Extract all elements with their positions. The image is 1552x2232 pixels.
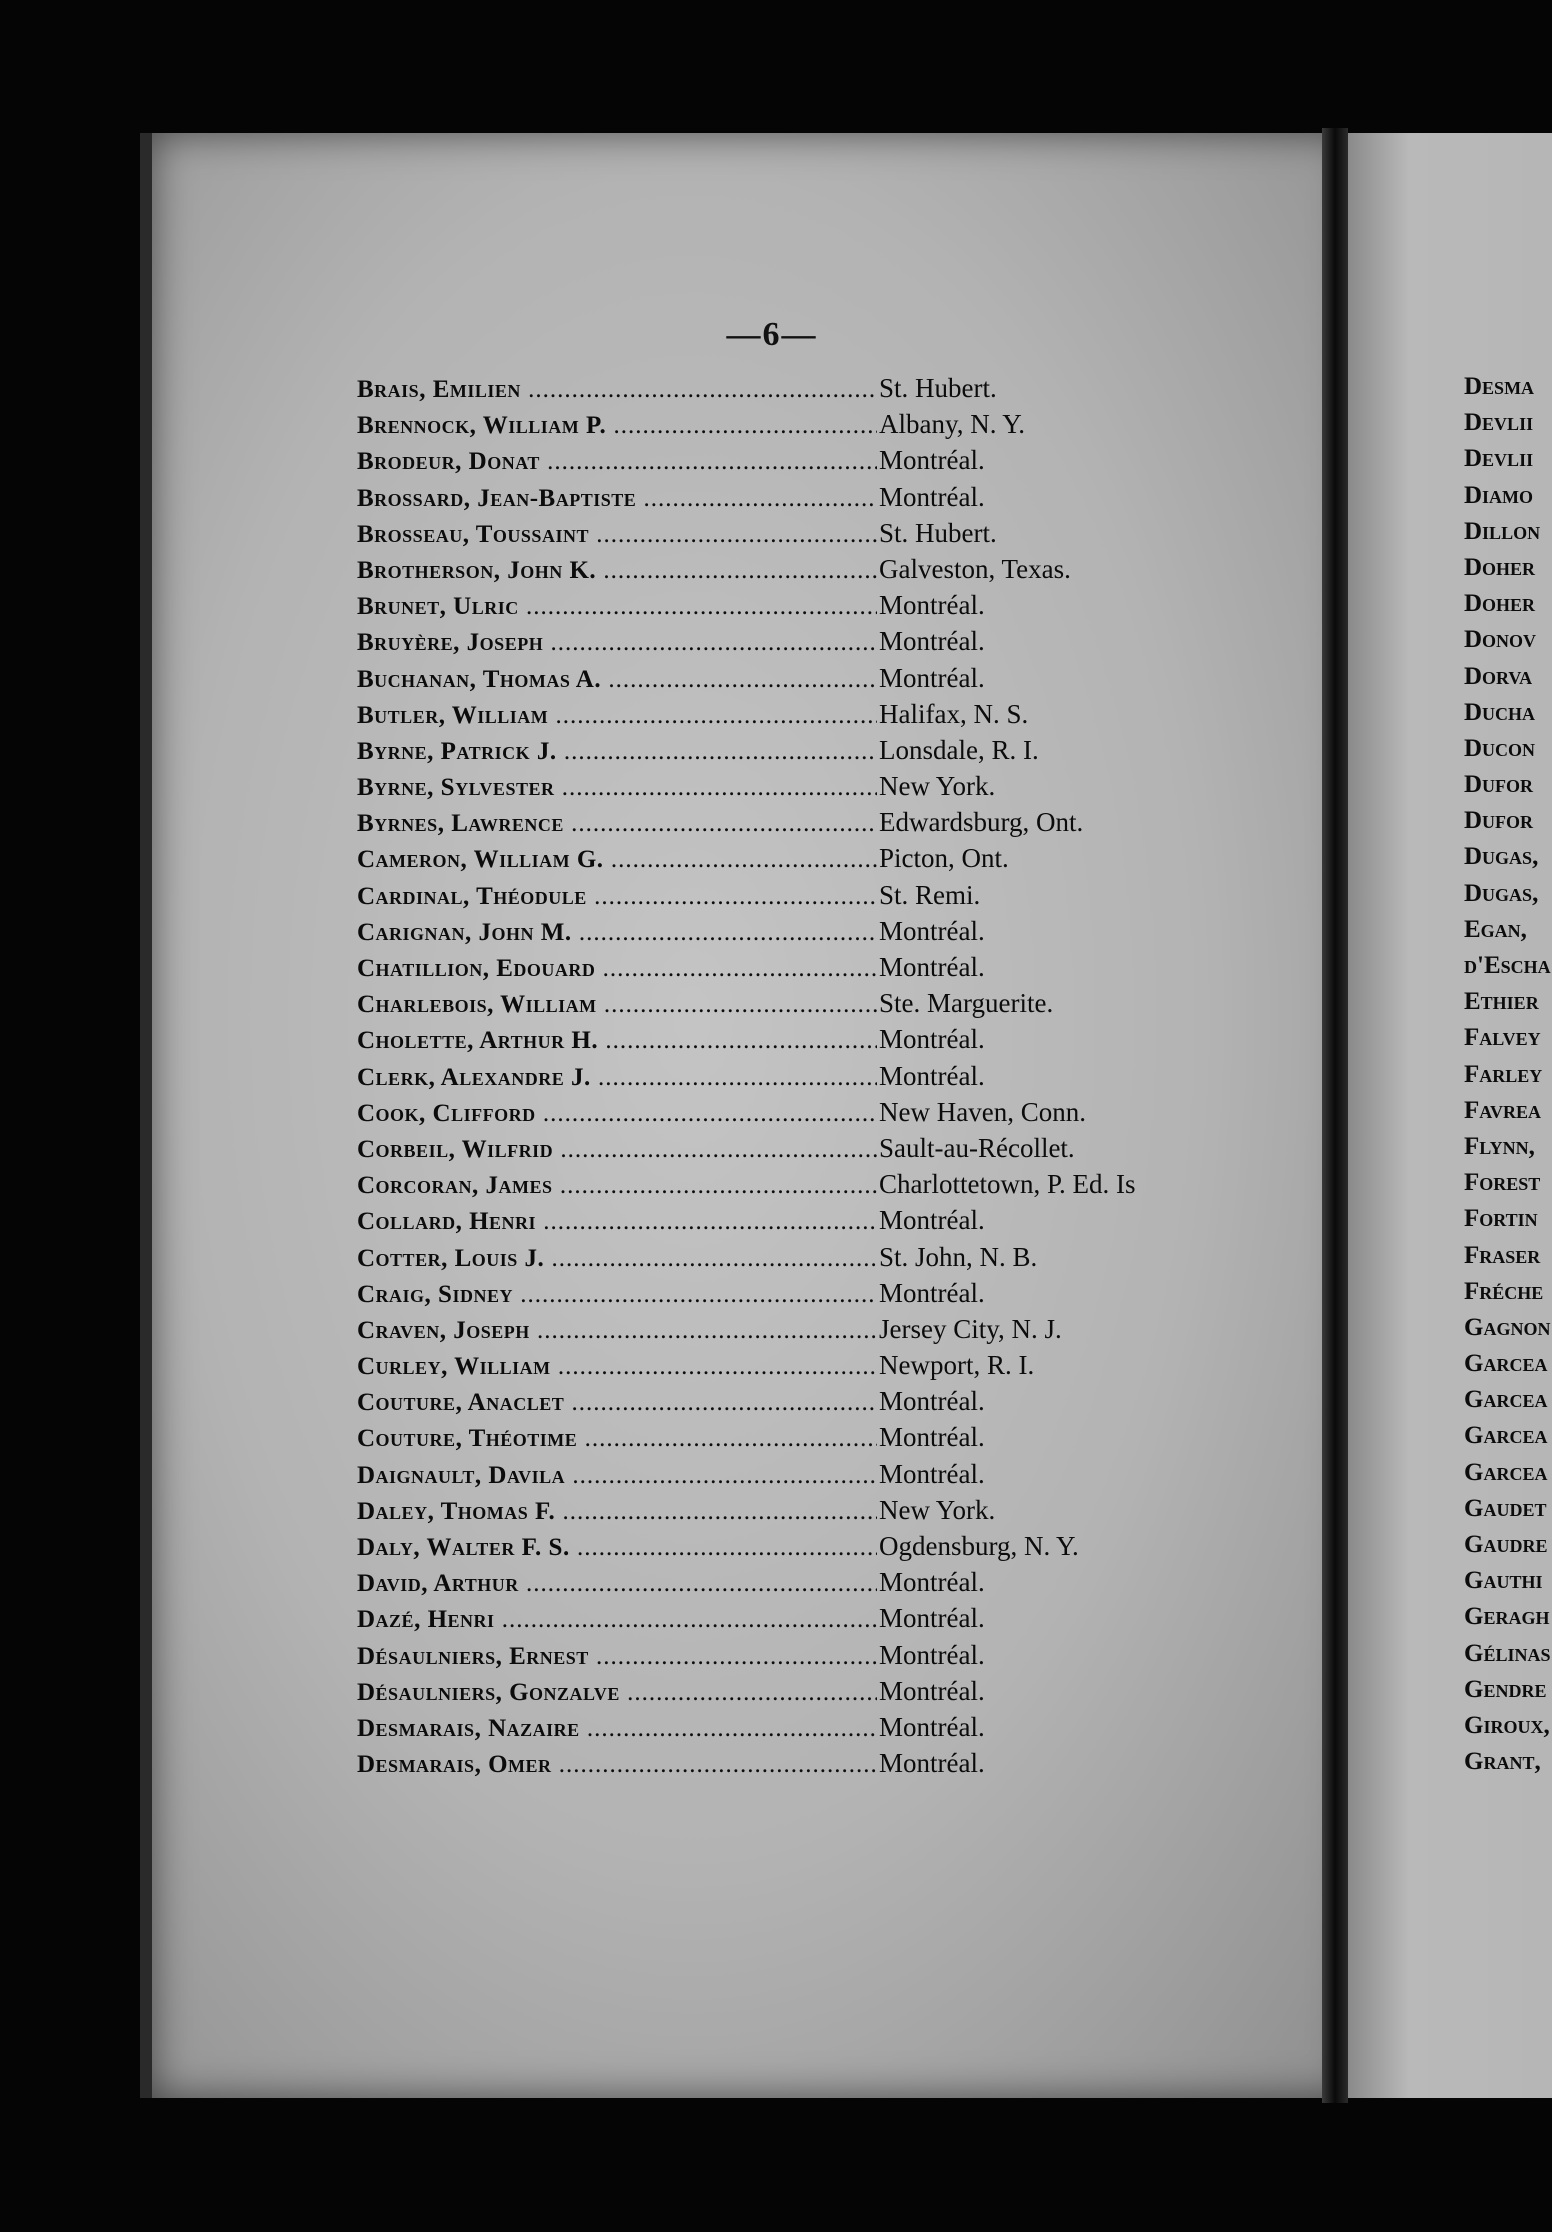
- entry-place: Ste. Marguerite.: [879, 988, 1054, 1019]
- list-item: [357, 1459, 1347, 1495]
- right-page-entry-fragment: Fraser: [1464, 1241, 1541, 1269]
- list-item: [357, 554, 1347, 590]
- entry-place: Newport, R. I.: [879, 1350, 1035, 1381]
- entry-place: Montréal.: [879, 1603, 985, 1634]
- list-item: [357, 409, 1347, 445]
- entry-name: Buchanan, Thomas A. .....: [357, 666, 877, 694]
- right-page-entry-fragment: Dugas,: [1464, 879, 1539, 907]
- entry-name: Cardinal, Théodule .....: [357, 883, 877, 911]
- list-item: [357, 1495, 1347, 1531]
- right-page-entry-fragment: Ducon: [1464, 734, 1536, 762]
- entry-place: Edwardsburg, Ont.: [879, 807, 1084, 838]
- right-page-entry-fragment: Gagnon: [1464, 1313, 1551, 1341]
- right-page-entry-fragment: Desma: [1464, 373, 1535, 400]
- right-page-entry-fragment: Farley: [1464, 1060, 1543, 1088]
- entry-place: Lonsdale, R. I.: [879, 734, 1039, 765]
- entry-name: David, Arthur .....: [357, 1570, 877, 1598]
- entry-place: Montréal.: [879, 626, 985, 657]
- entry-place: Montréal.: [879, 1675, 985, 1706]
- list-item: [357, 1133, 1347, 1169]
- book-gutter: [1322, 128, 1348, 2103]
- entry-place: St. John, N. B.: [879, 1241, 1038, 1272]
- entry-place: St. Hubert.: [879, 373, 997, 403]
- entry-place: Montréal.: [879, 1711, 985, 1742]
- entry-name: Cameron, William G. .....: [357, 846, 877, 874]
- list-item: [357, 735, 1347, 771]
- right-page-entry-fragment: Gendre: [1464, 1675, 1547, 1703]
- right-page-entry-fragment: Dorva: [1464, 662, 1533, 690]
- list-item: [357, 1567, 1347, 1603]
- right-page-entry-fragment: Gélinas: [1464, 1639, 1551, 1667]
- right-page-entry-fragment: Gauthi: [1464, 1567, 1543, 1595]
- right-page-entry-fragment: Flynn,: [1464, 1132, 1535, 1160]
- right-page-entry-fragment: Geragh: [1464, 1603, 1550, 1631]
- entry-name: Brossard, Jean-Baptiste .....: [357, 485, 877, 513]
- entry-name: Désaulniers, Gonzalve .....: [357, 1679, 877, 1707]
- entry-name: Brunet, Ulric .....: [357, 593, 877, 621]
- entry-name: Charlebois, William .....: [357, 991, 877, 1019]
- entry-name: Couture, Anaclet .....: [357, 1389, 877, 1417]
- entry-name: Craven, Joseph .....: [357, 1317, 877, 1345]
- list-item: [357, 1169, 1347, 1205]
- list-item: [357, 1386, 1347, 1422]
- entry-place: New York.: [879, 1494, 996, 1525]
- entry-name: Desmarais, Nazaire .....: [357, 1715, 877, 1743]
- page-number: —6—: [726, 316, 818, 353]
- entry-name: Butler, William .....: [357, 702, 877, 730]
- entry-place: St. Remi.: [879, 879, 981, 910]
- right-page-entry-fragment: Gaudre: [1464, 1531, 1548, 1558]
- right-page-entry-fragment: Garcea: [1464, 1350, 1548, 1378]
- entry-name: Curley, William .....: [357, 1353, 877, 1381]
- entry-name: Collard, Henri .....: [357, 1208, 877, 1236]
- entry-name: Corcoran, James .....: [357, 1172, 877, 1200]
- entry-name: Daignault, Davila .....: [357, 1462, 877, 1490]
- list-item: [357, 482, 1347, 518]
- list-item: [357, 1603, 1347, 1639]
- entry-name: Carignan, John M. .....: [357, 919, 877, 947]
- entry-name: Chatillion, Edouard .....: [357, 955, 877, 983]
- list-item: [357, 1422, 1347, 1458]
- list-item: [357, 1242, 1347, 1278]
- list-item: [357, 1640, 1347, 1676]
- entry-place: Montréal.: [879, 481, 985, 512]
- entry-place: New York.: [879, 771, 996, 802]
- entry-place: Albany, N. Y.: [879, 409, 1025, 440]
- entry-place: Halifax, N. S.: [879, 698, 1029, 729]
- right-page-entry-fragment: Grant,: [1464, 1748, 1541, 1776]
- entry-place: Charlottetown, P. Ed. Is: [879, 1169, 1136, 1200]
- entry-place: New Haven, Conn.: [879, 1096, 1086, 1127]
- list-item: [357, 952, 1347, 988]
- entry-place: Montréal.: [879, 1458, 985, 1489]
- entry-name: Desmarais, Omer .....: [357, 1751, 877, 1779]
- list-item: [357, 1676, 1347, 1712]
- entry-place: Montréal.: [879, 1024, 985, 1055]
- right-page-entry-fragment: Garcea: [1464, 1386, 1548, 1414]
- entry-name: Brosseau, Toussaint .....: [357, 521, 877, 549]
- entry-place: Sault-au-Récollet.: [879, 1132, 1075, 1163]
- list-item: [357, 1278, 1347, 1314]
- entry-list: [357, 373, 1347, 1784]
- right-page-entry-fragment: Garcea: [1464, 1422, 1548, 1450]
- list-item: [357, 626, 1347, 662]
- right-page-entry-fragment: Giroux,: [1464, 1711, 1550, 1739]
- left-page: [140, 133, 1352, 2098]
- entry-place: Ogdensburg, N. Y.: [879, 1531, 1079, 1561]
- right-page-entry-fragment: Forest: [1464, 1169, 1541, 1197]
- entry-name: Dazé, Henri .....: [357, 1606, 877, 1634]
- entry-name: Désaulniers, Ernest .....: [357, 1643, 877, 1671]
- entry-place: Montréal.: [879, 1422, 985, 1453]
- entry-name: Byrne, Patrick J. .....: [357, 738, 877, 766]
- right-page-entry-fragment: Dugas,: [1464, 843, 1539, 871]
- list-item: [357, 1712, 1347, 1748]
- entry-place: Montréal.: [879, 915, 985, 946]
- list-item: [357, 518, 1347, 554]
- list-item: [357, 663, 1347, 699]
- entry-place: Montréal.: [879, 1060, 985, 1091]
- right-page-entry-fragment: Gaudet: [1464, 1494, 1547, 1522]
- list-item: [357, 1061, 1347, 1097]
- entry-place: Montréal.: [879, 445, 985, 476]
- right-page-entry-fragment: Diamo: [1464, 481, 1534, 509]
- entry-place: Picton, Ont.: [879, 843, 1009, 874]
- list-item: [357, 1314, 1347, 1350]
- list-item: [357, 988, 1347, 1024]
- entry-place: Montréal.: [879, 1639, 985, 1670]
- entry-place: Montréal.: [879, 1748, 985, 1779]
- entry-place: Montréal.: [879, 1277, 985, 1308]
- entry-name: Byrne, Sylvester .....: [357, 774, 877, 802]
- list-item: [357, 880, 1347, 916]
- entry-name: Bruyère, Joseph .....: [357, 629, 877, 657]
- list-item: [357, 807, 1347, 843]
- entry-place: Jersey City, N. J.: [879, 1313, 1062, 1344]
- entry-place: Montréal.: [879, 662, 985, 693]
- entry-name: Cholette, Arthur H. .....: [357, 1027, 877, 1055]
- list-item: [357, 590, 1347, 626]
- list-item: [357, 1205, 1347, 1241]
- right-page-entry-fragment: Dufor: [1464, 807, 1534, 835]
- right-page-entry-fragment: Doher: [1464, 553, 1536, 581]
- right-page-entry-fragment: d'Escha: [1464, 952, 1551, 979]
- entry-name: Daly, Walter F. S. .....: [357, 1534, 877, 1562]
- list-item: [357, 1531, 1347, 1567]
- entry-place: Montréal.: [879, 1567, 985, 1598]
- right-page-entry-fragment: Egan,: [1464, 915, 1527, 943]
- entry-name: Cotter, Louis J. .....: [357, 1245, 877, 1273]
- entry-place: St. Hubert.: [879, 517, 997, 548]
- entry-name: Craig, Sidney .....: [357, 1281, 877, 1309]
- entry-name: Clerk, Alexandre J. .....: [357, 1064, 877, 1092]
- list-item: [357, 1024, 1347, 1060]
- right-page-entry-fragment: Devlii: [1464, 409, 1534, 437]
- right-page-entry-fragment: Favrea: [1464, 1096, 1541, 1124]
- list-item: [357, 771, 1347, 807]
- right-page-entry-fragment: Ethier: [1464, 988, 1539, 1016]
- entry-name: Brotherson, John K. .....: [357, 557, 877, 585]
- entry-name: Brais, Emilien .....: [357, 376, 877, 404]
- right-page-entry-fragment: Dillon: [1464, 517, 1541, 545]
- right-page-entry-fragment: Ducha: [1464, 698, 1536, 726]
- list-item: [357, 445, 1347, 481]
- entry-name: Brennock, William P. .....: [357, 412, 877, 440]
- entry-name: Byrnes, Lawrence .....: [357, 810, 877, 838]
- list-item: [357, 1097, 1347, 1133]
- entry-name: Cook, Clifford .....: [357, 1100, 877, 1128]
- entry-place: Montréal.: [879, 1386, 985, 1417]
- list-item: [357, 699, 1347, 735]
- entry-name: Couture, Théotime .....: [357, 1425, 877, 1453]
- entry-place: Montréal.: [879, 590, 985, 621]
- right-page: [1348, 133, 1552, 2098]
- list-item: [357, 1350, 1347, 1386]
- right-page-entry-fragment: Fréche: [1464, 1277, 1544, 1305]
- list-item: [357, 373, 1347, 409]
- right-page-entry-fragment: Dufor: [1464, 771, 1534, 799]
- right-page-entry-fragment: Fortin: [1464, 1205, 1538, 1233]
- entry-name: Daley, Thomas F. .....: [357, 1498, 877, 1526]
- right-page-entry-fragment: Falvey: [1464, 1024, 1541, 1052]
- list-item: [357, 843, 1347, 879]
- right-page-entry-fragment: Donov: [1464, 626, 1537, 654]
- right-page-entry-fragment: Doher: [1464, 590, 1536, 618]
- right-page-entry-fragment: Garcea: [1464, 1458, 1548, 1486]
- right-page-entry-fragment: Devlii: [1464, 445, 1534, 473]
- right-page-entry-list: [1464, 373, 1552, 1784]
- entry-place: Montréal.: [879, 1205, 985, 1236]
- entry-place: Montréal.: [879, 952, 985, 982]
- entry-name: Brodeur, Donat .....: [357, 448, 877, 476]
- entry-place: Galveston, Texas.: [879, 553, 1071, 584]
- list-item: [357, 916, 1347, 952]
- entry-name: Corbeil, Wilfrid .....: [357, 1136, 877, 1164]
- list-item: [357, 1748, 1347, 1784]
